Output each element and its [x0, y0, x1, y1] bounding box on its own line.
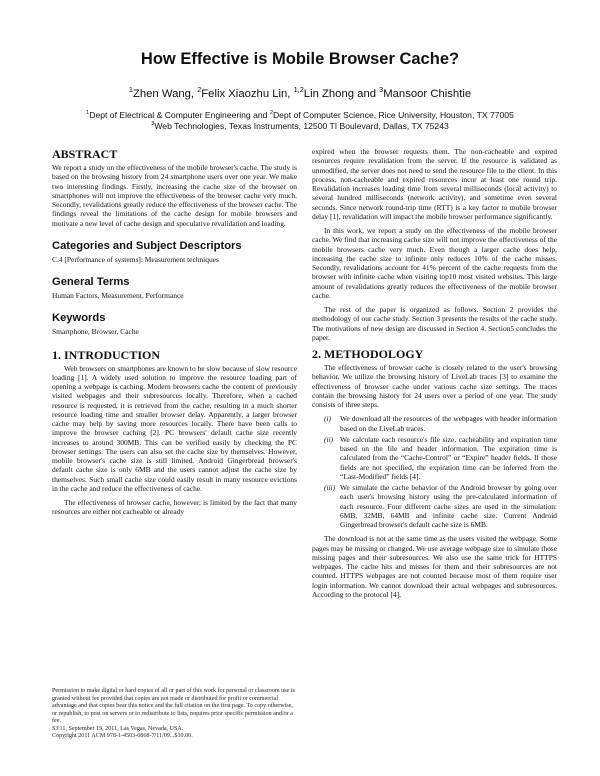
abstract-heading: ABSTRACT	[52, 147, 118, 161]
categories-text: C.4 [Performance of systems]: Measurement techniques	[52, 254, 219, 264]
intro-paragraph-4: In this work, we report a study on the effectiveness of the mobile browser cache. We find that increasing cache size will not improve the effectiveness of the mobile browsers cache very much. Even though a larger cache does help, increasing the cache size to infinite only reduces 10% of the cache misses. Secondly, revalidations account for 41% percent of the cache requests from the browser with infinite cache when visiting top10 most visited websites. This large amount of revalidations greatly reduces the effectiveness of the mobile browser cache.	[312, 226, 557, 300]
author-affil-mark: 3	[379, 85, 384, 95]
affiliation-line-2	[0, 121, 600, 131]
step-number: (ii)	[324, 434, 334, 444]
intro-paragraph-5: The rest of the paper is organized as follows. Section 2 provides the methodology of our cache study. Section 3 presents the results of the cache study. The motivations of new design are discussed in Section 4. Section5 concludes the paper.	[312, 305, 557, 342]
left-column	[52, 147, 297, 522]
copyright-line: Copyright 2011 ACM 978-1-4503-0868-7/11/09...$10.00.	[52, 733, 193, 739]
keywords-heading: Keywords	[52, 312, 106, 325]
author-name: Mansoor Chishtie	[383, 88, 472, 100]
abstract-text: We report a study on the effectiveness of the mobile browser's cache. The study is based on the browsing history from 24 smartphone users over one year. We make two interesting findings. Firstly, increasing the cache size of the browser on smartphones will not improve the effectiveness of the browser cache very much. Secondly, revalidations greatly reduce the effectiveness of the browser cache. The findings reveal the limitations of the cache design for mobile browsers and motivate a new level of cache design and speculative revalidation and loading.	[52, 163, 297, 228]
affil-mark: 3	[151, 121, 155, 128]
affil-text: Web Technologies, Texas Instruments, 12500 TI Boulevard, Dallas, TX 75243	[154, 121, 449, 131]
affiliation-line-1	[0, 110, 600, 120]
step-text: We simulate the cache behavior of the Android browser by going over each user's browsing history using the pre-calculated information of each resource. Four different cache sizes are used in the simulation: 6MB, 32MB, 64MB and infinite cache size. Current Android Gingerbread browser's default cache size is 6MB.	[340, 483, 557, 529]
general-terms-text: Human Factors, Measurement, Performance	[52, 291, 184, 300]
introduction-heading: 1. INTRODUCTION	[52, 347, 161, 362]
permission-block	[52, 688, 297, 741]
paper-title: How Effective is Mobile Browser Cache?	[140, 50, 460, 68]
methodology-steps	[324, 414, 557, 529]
methodology-heading: 2. METHODOLOGY	[312, 347, 424, 361]
step-item	[324, 435, 557, 481]
permission-text: Permission to make digital or hard copies of all or part of this work for personal or classroom use is granted without fee provided that copies are not made or distributed for profit or commercial advantage and that copies bear this notice and the full citation on the first page. To copy otherwise, or republish, to post on servers or to redistribute to lists, requires prior specific permission and/or a fee.	[52, 688, 295, 724]
step-number: (i)	[324, 414, 332, 424]
methodology-paragraph-1: The effectiveness of browser cache is closely related to the user's browsing behavior. We utilize the browsing history of LiveLab traces [3] to examine the effectiveness of browser cache under various cache size settings. The traces contain the browsing history for 24 users over a period of one year. The study consists of three steps.	[312, 363, 557, 409]
general-terms-heading: General Terms	[52, 276, 130, 288]
venue-line: S3'11, September 19, 2011, Las Vegas, Nevada, USA.	[52, 725, 184, 732]
step-number: (iii)	[324, 483, 336, 492]
affil-text: Dept of Computer Science, Rice University, Houston, TX 77005	[272, 110, 514, 120]
intro-paragraph-2: The effectiveness of browser cache, however, is limited by the fact that many resources are either not cacheable or already	[52, 498, 297, 517]
intro-paragraph-1: Web browsers on smartphones are known to be slow because of slow resource loading [1]. A widely used solution to improve the resource loading part of opening a webpage is caching. Modern browsers cache the content of previously visited webpages and their subresources locally. Therefore, when a cached resource is requested, it is retrieved from the cache, resulting in a much shorter resource loading time and smaller browser delay. Apparently, a larger browser cache may help by saving more resources locally. There have been calls to improve the browser caching [2]. PC browsers' default cache size recently increases to around 300MB. This can be verified easily by checking the PC browser settings. The users can also set the cache size by themselves. However, mobile browser's cache size is still limited. Android Gingerbread browser's default cache size is only 6MB and the users cannot adjust the cache size by themselves. Such small cache size could easily result in many resource evictions in the cache and reduce the effectiveness of cache.	[52, 363, 297, 493]
categories-heading: Categories and Subject Descriptors	[52, 239, 242, 252]
affil-text: Dept of Electrical & Computer Engineering and	[89, 110, 270, 120]
step-text: We calculate each resource's file size, cacheability and expiration time based on the file and header information. The expiration time is calculated from the “Cache-Control” or “Expire” header fields. If those fields are not specified, the expiration time can be inferred from the “Last-Modified” fields [4].	[340, 434, 557, 481]
intro-paragraph-3: expired when the browser requests them. The non-cacheable and expired resources require revalidation from the server. If the resource is validated as unmodified, the server does not need to send the resource file to the client. In this process, non-cacheable and expired resources incur at least one round trip. Revalidation increases loading time from several milliseconds (local activity) to several hundred milliseconds (network activity), and sometime even several seconds. Since network round-trip time (RTT) is a key factor to mobile browser delay [1], revalidation will impact the mobile browser performance significantly.	[312, 147, 557, 221]
author-affil-mark: 1	[128, 85, 133, 95]
author-name: Felix Xiaozhu Lin,	[201, 88, 294, 100]
author-affil-mark: 2	[197, 85, 202, 95]
affil-mark: 2	[269, 110, 273, 117]
affil-mark: 1	[86, 110, 90, 117]
keywords-text: Smartphone, Browser, Cache	[52, 327, 139, 337]
step-text: We download all the resources of the webpages with header information based on the LiveLab traces.	[340, 414, 557, 433]
author-affil-mark: 1,2	[293, 85, 304, 95]
methodology-paragraph-2: The download is not at the same time as the users visited the webpage. Some pages may be missing or changed. We use average webpage size to simulate those missing pages and their subresources. We also use the same trick for HTTPS webpages. The cache hits and misses for them and their subresources are not counted. HTTPS webpages are not counted because most of them require user login information. We cannot download their actual webpages and subresources. According to the protocol [4],	[312, 534, 557, 599]
author-name: Lin Zhong and	[303, 88, 380, 100]
step-item	[324, 414, 557, 433]
author-name: Zhen Wang,	[132, 88, 198, 100]
step-item	[324, 483, 557, 529]
author-list	[0, 85, 600, 100]
right-column	[312, 147, 557, 604]
